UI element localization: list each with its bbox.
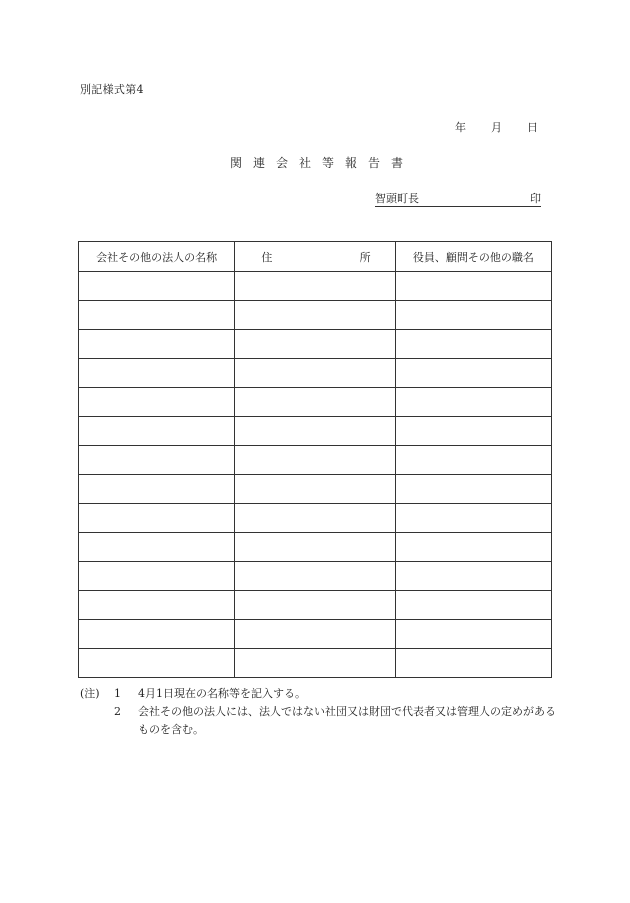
- table-row: [79, 272, 552, 301]
- position-cell[interactable]: [395, 359, 551, 388]
- position-cell[interactable]: [395, 620, 551, 649]
- note-text: 会社その他の法人には、法人ではない社団又は財団で代表者又は管理人の定めがあるものを含む。: [138, 705, 556, 736]
- addressee-name: 智頭町長: [375, 192, 419, 205]
- date-year-label: 年: [455, 121, 466, 134]
- table-row: [79, 330, 552, 359]
- form-number: 別記様式第4: [80, 83, 144, 96]
- address-cell[interactable]: [235, 359, 395, 388]
- table-row: [79, 301, 552, 330]
- note-number: 2: [114, 705, 121, 718]
- position-cell[interactable]: [395, 388, 551, 417]
- address-cell[interactable]: [235, 591, 395, 620]
- address-cell[interactable]: [235, 649, 395, 678]
- company-name-cell[interactable]: [79, 388, 235, 417]
- address-cell[interactable]: [235, 562, 395, 591]
- date-month-label: 月: [491, 121, 502, 134]
- address-cell[interactable]: [235, 533, 395, 562]
- report-table: [78, 241, 552, 678]
- document-title: 関連会社等報告書: [230, 156, 415, 170]
- address-cell[interactable]: [235, 475, 395, 504]
- address-cell[interactable]: [235, 620, 395, 649]
- company-name-cell[interactable]: [79, 591, 235, 620]
- address-cell[interactable]: [235, 388, 395, 417]
- address-cell[interactable]: [235, 330, 395, 359]
- position-cell[interactable]: [395, 272, 551, 301]
- table-row: [79, 562, 552, 591]
- address-cell[interactable]: [235, 504, 395, 533]
- company-name-cell[interactable]: [79, 359, 235, 388]
- position-cell[interactable]: [395, 649, 551, 678]
- seal-mark: 印: [530, 192, 541, 205]
- addressee-line: [375, 192, 541, 207]
- company-name-cell[interactable]: [79, 301, 235, 330]
- address-cell[interactable]: [235, 301, 395, 330]
- address-cell[interactable]: [235, 417, 395, 446]
- date-line: [455, 119, 538, 135]
- position-cell[interactable]: [395, 504, 551, 533]
- position-cell[interactable]: [395, 591, 551, 620]
- table-row: [79, 533, 552, 562]
- header-company-name: 会社その他の法人の名称: [79, 242, 235, 272]
- header-address: [235, 242, 395, 272]
- table-row: [79, 446, 552, 475]
- note-text: 4月1日現在の名称等を記入する。: [138, 687, 306, 700]
- date-day-label: 日: [527, 121, 538, 134]
- table-row: [79, 475, 552, 504]
- company-name-cell[interactable]: [79, 649, 235, 678]
- address-cell[interactable]: [235, 446, 395, 475]
- company-name-cell[interactable]: [79, 562, 235, 591]
- table-row: [79, 504, 552, 533]
- table-row: [79, 591, 552, 620]
- table-row: [79, 649, 552, 678]
- company-name-cell[interactable]: [79, 272, 235, 301]
- company-name-cell[interactable]: [79, 533, 235, 562]
- position-cell[interactable]: [395, 562, 551, 591]
- position-cell[interactable]: [395, 533, 551, 562]
- table-row: [79, 620, 552, 649]
- table-header-row: [79, 242, 552, 272]
- header-address-part2: 所: [359, 250, 371, 264]
- company-name-cell[interactable]: [79, 504, 235, 533]
- position-cell[interactable]: [395, 301, 551, 330]
- note-item: [80, 685, 560, 703]
- company-name-cell[interactable]: [79, 620, 235, 649]
- company-name-cell[interactable]: [79, 330, 235, 359]
- position-cell[interactable]: [395, 446, 551, 475]
- company-name-cell[interactable]: [79, 475, 235, 504]
- address-cell[interactable]: [235, 272, 395, 301]
- notes-section: [80, 685, 560, 739]
- table-row: [79, 359, 552, 388]
- position-cell[interactable]: [395, 475, 551, 504]
- notes-prefix: (注): [80, 687, 100, 700]
- position-cell[interactable]: [395, 330, 551, 359]
- table-row: [79, 388, 552, 417]
- position-cell[interactable]: [395, 417, 551, 446]
- note-number: 1: [114, 687, 121, 700]
- company-name-cell[interactable]: [79, 446, 235, 475]
- header-address-part1: 住: [261, 250, 273, 264]
- table-body: [79, 272, 552, 678]
- table-row: [79, 417, 552, 446]
- company-name-cell[interactable]: [79, 417, 235, 446]
- note-item: [80, 703, 560, 739]
- header-position: 役員、顧問その他の職名: [395, 242, 551, 272]
